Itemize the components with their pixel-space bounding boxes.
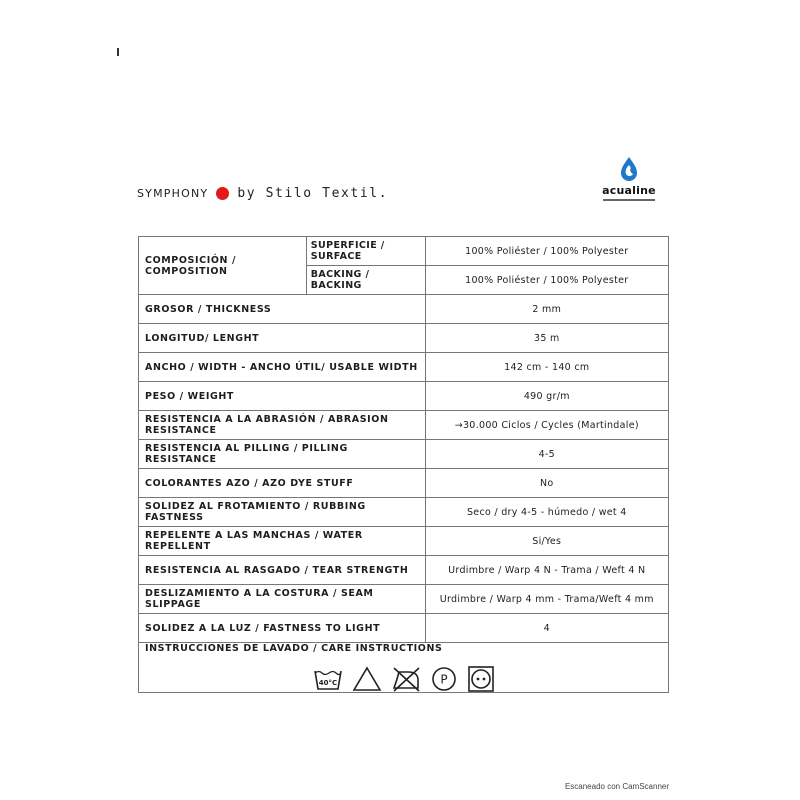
table-row [139, 527, 669, 556]
table-row [139, 324, 669, 353]
bleach-triangle-icon [352, 666, 382, 692]
row-value: 142 cm - 140 cm [425, 353, 668, 382]
row-value: Urdimbre / Warp 4 N - Trama / Weft 4 N [425, 556, 668, 585]
spec-table [138, 236, 669, 693]
care-title: INSTRUCCIONES DE LAVADO / CARE INSTRUCTIONS [145, 643, 443, 654]
row-value: Seco / dry 4-5 - húmedo / wet 4 [425, 498, 668, 527]
surface-value: 100% Poliéster / 100% Polyester [425, 237, 668, 266]
care-symbols [145, 666, 662, 692]
row-value: 2 mm [425, 295, 668, 324]
dryclean-letter: P [439, 672, 448, 687]
care-row [139, 643, 669, 693]
table-row [139, 353, 669, 382]
row-value: No [425, 469, 668, 498]
row-value: 35 m [425, 324, 668, 353]
row-value: 4 [425, 614, 668, 643]
brand-by-stilo: by Stilo Textil. [237, 186, 389, 201]
table-row [139, 556, 669, 585]
row-label: LONGITUD/ LENGHT [139, 324, 426, 353]
backing-label: BACKING / BACKING [306, 266, 425, 295]
row-label: REPELENTE A LAS MANCHAS / WATER REPELLENT [139, 527, 426, 556]
table-row [139, 411, 669, 440]
row-value: 4-5 [425, 440, 668, 469]
row-label: SOLIDEZ AL FROTAMIENTO / RUBBING FASTNESS [139, 498, 426, 527]
acualine-logo [596, 156, 662, 206]
scan-mark [117, 48, 119, 56]
table-row [139, 614, 669, 643]
logo-tagline-line [603, 199, 655, 201]
wash-temp-label: 40°C [318, 679, 337, 687]
care-cell [139, 643, 669, 693]
logo-name: acualine [602, 184, 656, 197]
table-row [139, 237, 669, 266]
row-value: Si/Yes [425, 527, 668, 556]
brand-red-dot [216, 187, 229, 200]
row-value: →30.000 Ciclos / Cycles (Martindale) [425, 411, 668, 440]
no-iron-icon [391, 666, 421, 692]
row-label: GROSOR / THICKNESS [139, 295, 426, 324]
backing-value: 100% Poliéster / 100% Polyester [425, 266, 668, 295]
table-row [139, 585, 669, 614]
scanner-footer: Escaneado con CamScanner [564, 782, 669, 791]
table-row [139, 440, 669, 469]
brand-header [137, 186, 388, 201]
row-label: RESISTENCIA A LA ABRASIÓN / ABRASION RESISTANCE [139, 411, 426, 440]
table-row [139, 382, 669, 411]
row-label: PESO / WEIGHT [139, 382, 426, 411]
row-label: RESISTENCIA AL RASGADO / TEAR STRENGTH [139, 556, 426, 585]
row-label: COLORANTES AZO / AZO DYE STUFF [139, 469, 426, 498]
tumble-dry-icon [467, 666, 495, 692]
brand-symphony: SYMPHONY [137, 187, 209, 200]
table-row [139, 295, 669, 324]
row-value: Urdimbre / Warp 4 mm - Trama/Weft 4 mm [425, 585, 668, 614]
surface-label: SUPERFICIE / SURFACE [306, 237, 425, 266]
row-label: RESISTENCIA AL PILLING / PILLING RESISTANCE [139, 440, 426, 469]
wash-40-icon [313, 666, 343, 692]
row-label: SOLIDEZ A LA LUZ / FASTNESS TO LIGHT [139, 614, 426, 643]
table-row [139, 469, 669, 498]
composition-label: COMPOSICIÓN / COMPOSITION [139, 237, 307, 295]
row-value: 490 gr/m [425, 382, 668, 411]
row-label: ANCHO / WIDTH - ANCHO ÚTIL/ USABLE WIDTH [139, 353, 426, 382]
water-drop-icon [618, 156, 640, 182]
dryclean-p-icon [430, 666, 458, 692]
row-label: DESLIZAMIENTO A LA COSTURA / SEAM SLIPPAGE [139, 585, 426, 614]
table-row [139, 498, 669, 527]
